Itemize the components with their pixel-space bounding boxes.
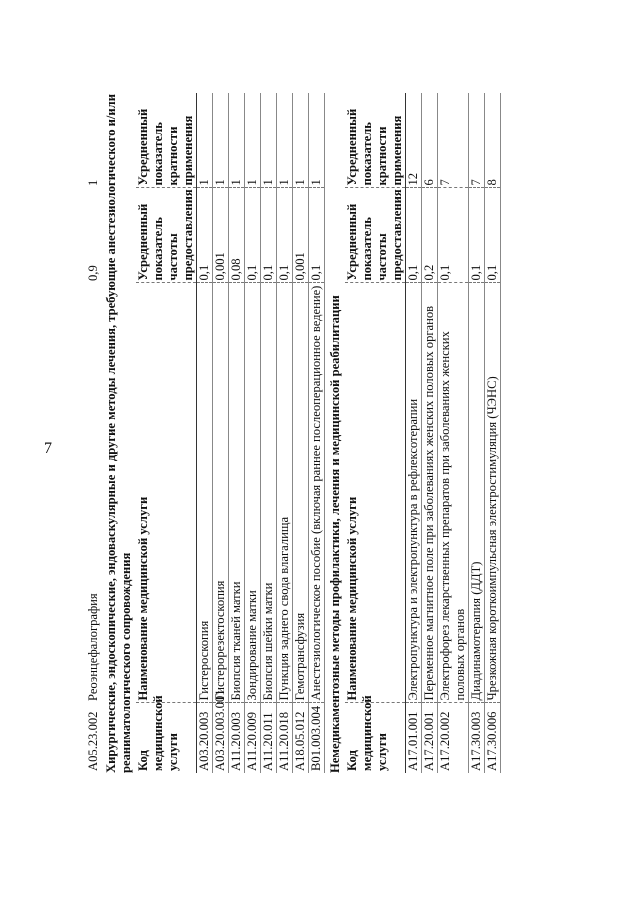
name-cell: Биопсия шейки матки: [261, 283, 277, 703]
frequency-cell: 0,08: [229, 188, 245, 283]
frequency-cell: 0,2: [422, 188, 438, 283]
multiplicity-cell: 1: [197, 93, 213, 188]
table-header-row: [136, 93, 197, 773]
frequency-cell: 0,1: [245, 188, 261, 283]
frequency-cell: 0,1: [261, 188, 277, 283]
table-row: [293, 93, 309, 773]
name-cell: Переменное магнитное поле при заболеваниях женских половых органов: [422, 283, 438, 703]
section-title: Хирургические, эндоскопические, эндоваскулярные и другие методы лечения, требующие анестезиологического и/или реаниматологического сопровождения: [104, 93, 133, 773]
multiplicity-cell: 12: [406, 93, 422, 188]
code-cell: A05.23.002: [86, 711, 100, 771]
frequency-cell: 0,001: [213, 188, 229, 283]
name-cell: Реоэнцефалография: [86, 593, 100, 701]
table-row: [229, 93, 245, 773]
multiplicity-cell: 1: [229, 93, 245, 188]
code-cell: A17.01.001: [406, 703, 422, 773]
frequency-cell: 0,1: [406, 188, 422, 283]
column-header-frequency: Усредненный показатель частоты предоставления: [345, 188, 406, 283]
multiplicity-cell: 1: [213, 93, 229, 188]
column-header-name: Наименование медицинской услуги: [136, 283, 197, 703]
frequency-cell: 0,001: [293, 188, 309, 283]
code-cell: A11.20.003: [229, 703, 245, 773]
multiplicity-cell: 7: [469, 93, 485, 188]
top-table: [86, 93, 101, 773]
table-row: [245, 93, 261, 773]
code-cell: A11.20.018: [277, 703, 293, 773]
frequency-cell: 0,1: [277, 188, 293, 283]
name-cell: Электрофорез лекарственных препаратов при заболеваниях женских половых органов: [438, 283, 469, 703]
table-row: [422, 93, 438, 773]
frequency-cell: 0,1: [438, 188, 469, 283]
name-cell: Гистероскопия: [197, 283, 213, 703]
name-cell: Чрезкожная короткоимпульсная электростимуляция (ЧЭНС): [485, 283, 501, 703]
frequency-cell: 0,1: [469, 188, 485, 283]
multiplicity-cell: 1: [309, 93, 325, 188]
code-cell: A03.20.003.001: [213, 689, 227, 771]
column-header-frequency: Усредненный показатель частоты предоставления: [136, 188, 197, 283]
multiplicity-cell: 1: [245, 93, 261, 188]
code-cell: A11.20.011: [261, 703, 277, 773]
multiplicity-cell: 6: [422, 93, 438, 188]
name-cell: Диадинамотерапия (ДДТ): [469, 283, 485, 703]
table-row: [438, 93, 469, 773]
table-row: [469, 93, 485, 773]
code-cell: A17.20.001: [422, 703, 438, 773]
table-row: [309, 93, 325, 773]
non-drug-methods-table: [345, 93, 501, 773]
name-cell: Гистерорезектоскопия: [213, 283, 229, 703]
table-row: [86, 93, 101, 773]
code-cell: B01.003.004: [309, 703, 325, 773]
column-header-code: Код медицинской услуги: [136, 703, 197, 773]
frequency-cell: 0,1: [197, 188, 213, 283]
table-row: [261, 93, 277, 773]
multiplicity-cell: 8: [485, 93, 501, 188]
name-cell: Анестезиологическое пособие (включая раннее послеоперационное ведение): [309, 283, 325, 703]
code-cell: A18.05.012: [293, 703, 309, 773]
frequency-cell: 0,1: [485, 188, 501, 283]
page-number: 7: [44, 440, 52, 457]
column-header-multiplicity: Усредненный показатель кратности применения: [345, 93, 406, 188]
multiplicity-cell: 7: [438, 93, 469, 188]
multiplicity-cell: 1: [261, 93, 277, 188]
code-cell: A17.30.003: [469, 703, 485, 773]
multiplicity-cell: 1: [293, 93, 309, 188]
column-header-name: Наименование медицинской услуги: [345, 283, 406, 703]
code-cell: A17.30.006: [485, 703, 501, 773]
code-cell: A11.20.009: [245, 703, 261, 773]
code-cell: A17.20.002: [438, 703, 469, 773]
surgical-services-table: [136, 93, 325, 773]
multiplicity-cell: 1: [86, 179, 100, 186]
name-cell: Электропунктура и электропунктура в рефлексотерапии: [406, 283, 422, 703]
name-cell: Зондирование матки: [245, 283, 261, 703]
section-title: Немедикаментозные методы профилактики, лечения и медицинской реабилитации: [328, 295, 342, 773]
frequency-cell: 0,9: [86, 265, 100, 281]
table-row: [406, 93, 422, 773]
table-row: [197, 93, 213, 773]
multiplicity-cell: 1: [277, 93, 293, 188]
table-header-row: [345, 93, 406, 773]
column-header-code: Код медицинской услуги: [345, 703, 406, 773]
frequency-cell: 0,1: [309, 188, 325, 283]
name-cell: Биопсия тканей матки: [229, 283, 245, 703]
table-row: [277, 93, 293, 773]
code-cell: A03.20.003: [197, 703, 213, 773]
table-row: [485, 93, 501, 773]
name-cell: Пункция заднего свода влагалища: [277, 283, 293, 703]
name-cell: Гемотрансфузия: [293, 283, 309, 703]
column-header-multiplicity: Усредненный показатель кратности применения: [136, 93, 197, 188]
table-row: [213, 93, 229, 773]
document-content: [86, 93, 501, 773]
